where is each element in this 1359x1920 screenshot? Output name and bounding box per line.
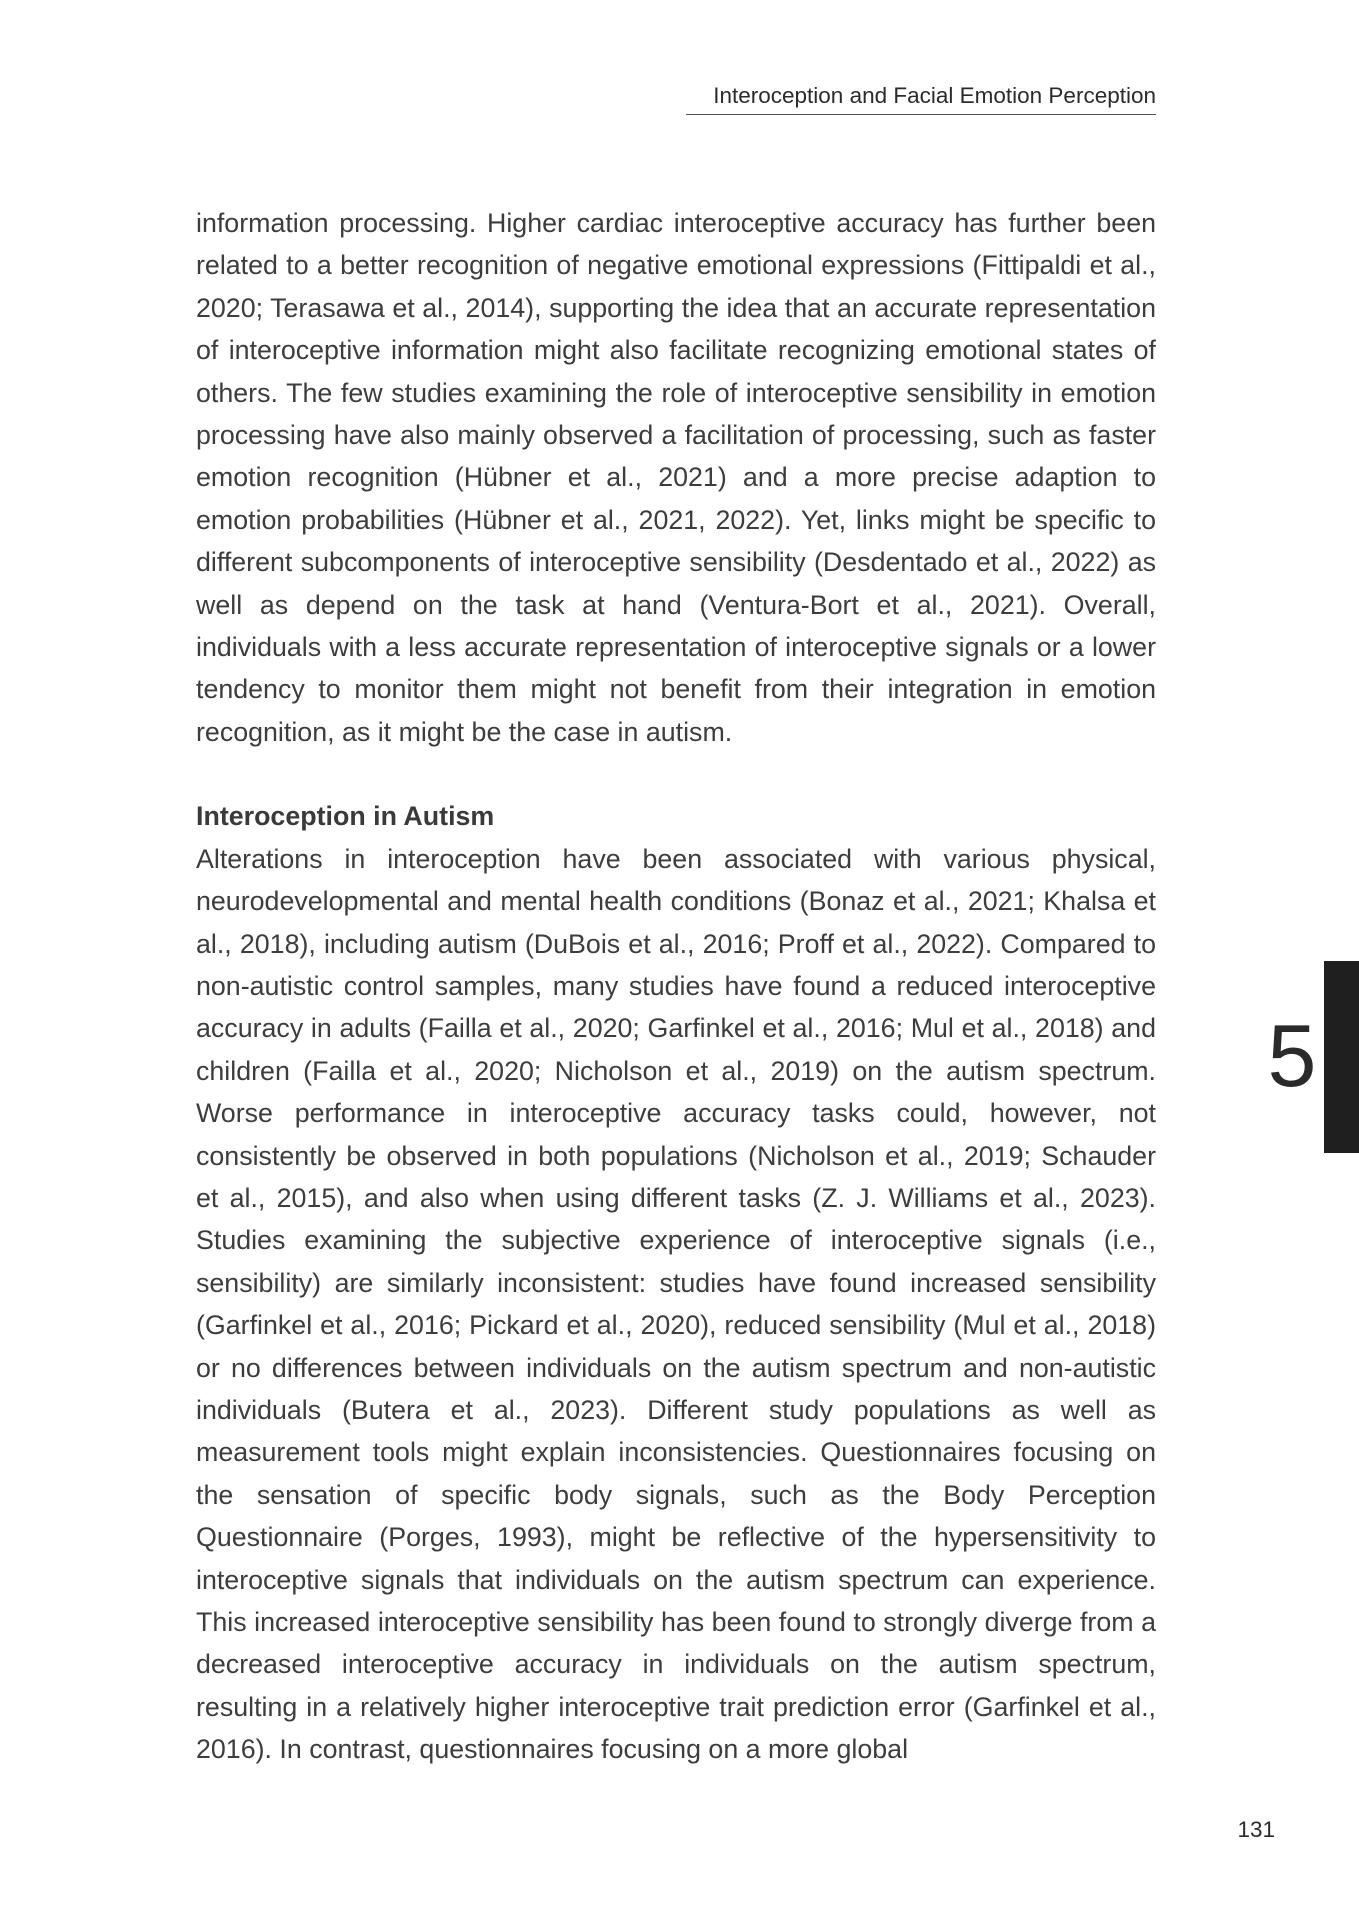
main-text	[196, 202, 1156, 1771]
running-header: Interoception and Facial Emotion Perception	[686, 78, 1156, 115]
chapter-thumb-tab	[1324, 961, 1359, 1153]
body-paragraph-2: Alterations in interoception have been associated with various physical, neurodevelopmental and mental health conditions (Bonaz et al., 2021; Khalsa et al., 2018), including autism (DuBois et al., 2016; Proff et al., 2022). Compared to non-autistic control samples, many studies have found a reduced interoceptive accuracy in adults (Failla et al., 2020; Garfinkel et al., 2016; Mul et al., 2018) and children (Failla et al., 2020; Nicholson et al., 2019) on the autism spectrum. Worse performance in interoceptive accuracy tasks could, however, not consistently be observed in both populations (Nicholson et al., 2019; Schauder et al., 2015), and also when using different tasks (Z. J. Williams et al., 2023). Studies examining the subjective experience of interoceptive signals (i.e., sensibility) are similarly inconsistent: studies have found increased sensibility (Garfinkel et al., 2016; Pickard et al., 2020), reduced sensibility (Mul et al., 2018) or no differences between individuals on the autism spectrum and non-autistic individuals (Butera et al., 2023). Different study populations as well as measurement tools might explain inconsistencies. Questionnaires focusing on the sensation of specific body signals, such as the Body Perception Questionnaire (Porges, 1993), might be reflective of the hypersensitivity to interoceptive signals that individuals on the autism spectrum can experience. This increased interoceptive sensibility has been found to strongly diverge from a decreased interoceptive accuracy in individuals on the autism spectrum, resulting in a relatively higher interoceptive trait prediction error (Garfinkel et al., 2016). In contrast, questionnaires focusing on a more global	[196, 843, 1156, 1765]
page-number: 131	[1237, 1817, 1275, 1842]
body-paragraph-1: information processing. Higher cardiac interoceptive accuracy has further been related to a better recognition of negative emotional expressions (Fittipaldi et al., 2020; Terasawa et al., 2014), supporting the idea that an accurate representation of interoceptive information might also facilitate recognizing emotional states of others. The few studies examining the role of interoceptive sensibility in emotion processing have also mainly observed a facilitation of processing, such as faster emotion recognition (Hübner et al., 2021) and a more precise adaption to emotion probabilities (Hübner et al., 2021, 2022). Yet, links might be specific to different subcomponents of interoceptive sensibility (Desdentado et al., 2022) as well as depend on the task at hand (Ventura-Bort et al., 2021). Overall, individuals with a less accurate representation of interoceptive signals or a lower tendency to monitor them might not benefit from their integration in emotion recognition, as it might be the case in autism.	[196, 208, 1156, 747]
chapter-number: 5	[1267, 1006, 1317, 1105]
section-heading: Interoception in Autism	[196, 801, 495, 832]
